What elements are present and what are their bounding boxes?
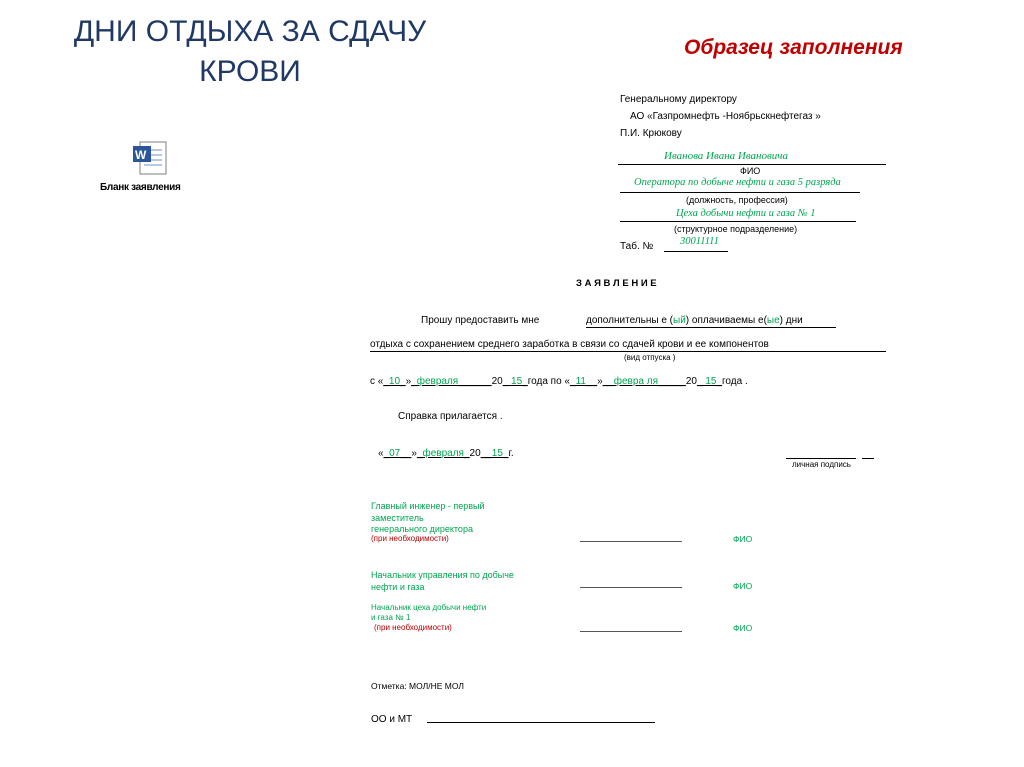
approval-2-signature-line	[580, 587, 682, 588]
from-day: 10	[388, 376, 401, 387]
signature-line-tail	[862, 458, 874, 459]
date-month: февраля	[422, 448, 464, 459]
statement-date: «_07__»_февраля_20__15_г.	[378, 448, 514, 459]
approval-1-note: (при необходимости)	[371, 534, 449, 543]
position-caption: (должность, профессия)	[686, 195, 788, 205]
date-year: 15	[491, 448, 503, 459]
unit-caption: (структурное подразделение)	[674, 224, 798, 234]
tab-label: Таб. №	[620, 241, 654, 252]
approval-1-title: Главный инженер - первый заместитель генерального директора	[371, 501, 485, 534]
approval-2-title: Начальник управления по добыче нефти и газа	[371, 570, 514, 592]
applicant-unit-value[interactable]: Цеха добычи нефти и газа № 1	[676, 208, 816, 219]
statement-line2-underline	[370, 351, 886, 352]
svg-text:W: W	[135, 148, 147, 162]
statement-heading: З А Я В Л Е Н И Е	[576, 278, 657, 289]
oo-label: ОО и МТ	[371, 714, 413, 725]
word-document-icon[interactable]	[130, 140, 170, 176]
sample-label: Образец заполнения	[684, 36, 903, 59]
slide-title: ДНИ ОТДЫХА ЗА СДАЧУ КРОВИ	[73, 15, 427, 88]
tab-line	[664, 251, 728, 252]
to-day: 11	[575, 376, 586, 387]
approval-3-fio: ФИО	[733, 623, 753, 633]
fio-line	[618, 164, 886, 165]
date-day: 07	[389, 448, 401, 459]
approval-3-signature-line	[580, 631, 682, 632]
suffix-ye: ые	[766, 315, 780, 326]
leave-type-caption: (вид отпуска )	[624, 353, 676, 362]
approval-2-fio: ФИО	[733, 581, 753, 591]
to-year: 15	[705, 376, 717, 387]
signature-line	[786, 458, 856, 459]
statement-line1-a: Прошу предоставить мне	[421, 315, 540, 326]
signature-caption: личная подпись	[792, 460, 851, 469]
attachment-label[interactable]: Бланк заявления	[100, 182, 181, 193]
unit-line	[620, 221, 856, 222]
attachment-note: Справка прилагается .	[398, 411, 503, 422]
suffix-yy: ый	[673, 315, 686, 326]
approval-1-fio: ФИО	[733, 534, 753, 544]
statement-line2: отдыха с сохранением среднего заработка в связи со сдачей крови и ее компонентов	[370, 339, 769, 350]
period-line: с «_10_»_февраля______20_ 15_года по «_11__»__февра ля_____20_ 15_года .	[370, 376, 748, 387]
approval-3-title: Начальник цеха добычи нефти и газа № 1	[371, 603, 487, 622]
addressee-line-2: АО «Газпромнефть -Ноябрьскнефтегаз »	[630, 111, 821, 122]
from-year: 15	[511, 376, 523, 387]
mark-label: Отметка: МОЛ/НЕ МОЛ	[371, 681, 464, 691]
applicant-fio-value[interactable]: Иванова Ивана Ивановича	[664, 150, 789, 162]
oo-signature-line	[427, 722, 655, 723]
fio-caption: ФИО	[740, 166, 761, 176]
approval-3-note: (при необходимости)	[374, 623, 452, 632]
applicant-position-value[interactable]: Оператора по добыче нефти и газа 5 разряда	[634, 177, 841, 188]
from-month: февраля	[416, 376, 459, 387]
addressee-line-3: П.И. Крюкову	[620, 128, 682, 139]
position-line	[620, 192, 860, 193]
approval-1-signature-line	[580, 541, 682, 542]
statement-line1-underline	[586, 327, 836, 328]
addressee-line-1: Генеральному директору	[620, 94, 737, 105]
tab-value[interactable]: 30011111	[680, 236, 719, 247]
statement-line1-rest: дополнительны е (ый) оплачиваемы е(ые) дни	[586, 315, 803, 326]
to-month: февра ля	[613, 376, 659, 387]
